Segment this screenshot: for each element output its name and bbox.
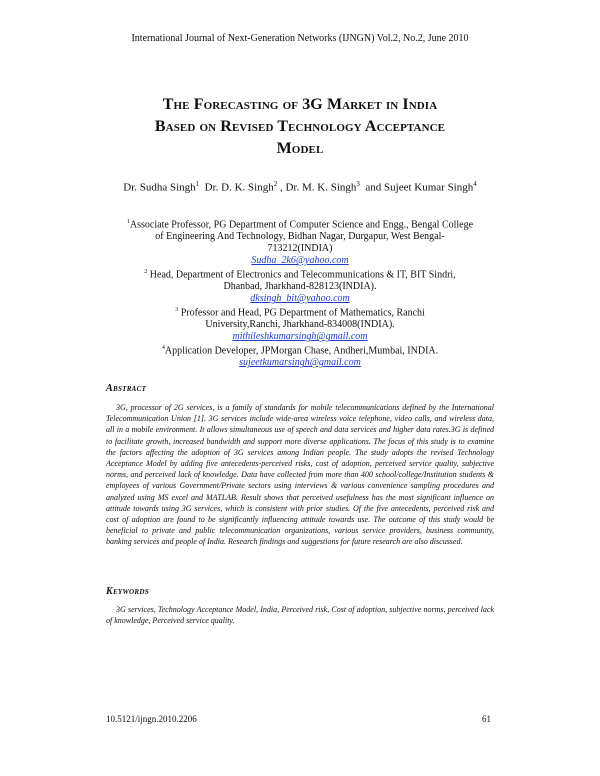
author-superscript: 1 — [195, 180, 200, 188]
email-link[interactable]: mithileshkumarsingh@gmail.com — [232, 331, 368, 343]
affiliation-3 — [150, 304, 450, 343]
author-superscript: 3 — [356, 180, 360, 188]
title-line-3: Model — [276, 140, 324, 157]
affiliation-line: $^3$ Professor and Head, PG Department of Mathematics, Ranchi — [175, 307, 425, 319]
affiliation-line: 713212(INDIA) — [267, 243, 333, 255]
affiliation-2 — [120, 266, 480, 305]
affiliation-line: of Engineering And Technology, Bidhan Nagar, Durgapur, West Bengal- — [155, 231, 445, 243]
doi-footer: 10.5121/ijngn.2010.2206 — [106, 714, 197, 724]
abstract-text: 3G, processor of 2G services, is a family of standards for mobile telecommunications defined by the International Telecommunication Union [1]. 3G services include wide-area wireless voice telephone, video calls, and wireless data, all in a mobile environment. It allows simultaneous use of speech and data services and higher data rates.3G is defined to facilitate growth, increased bandwidth and support more diverse applications. The focus of this study is to examine the factors affecting the adoption of 3G services among Indian people. The study adopts the revised Technology Acceptance Model by adding five antecedents-perceived risks, cost of adoption, perceived service quality, subjective norms, and perceived lack of knowledge. Data have collected from more than 400 school/college/Institution students & employees of various Government/Private sectors using interviews & various convenience sampling procedures and analyzed using MS excel and MATLAB. Result shows that perceived usefulness has the most significant influence on attitude towards using 3G services, which is consistent with prior studies. Of the five antecedents, perceived risk and cost of adoption are found to be significantly influencing attitude towards use. The outcome of this study would be beneficial to private and public telecommunication organizations, various service providers, business community, banking services and people of India. Research findings and suggestions for future research are also discussed. — [106, 403, 494, 547]
author-superscript: 4 — [473, 180, 477, 188]
affiliation-superscript: 2 — [144, 269, 148, 275]
affiliation-1 — [90, 216, 510, 267]
affiliation-superscript: 4 — [161, 345, 165, 351]
title-line-1: The Forecasting of 3G Market in India — [162, 96, 438, 113]
author-name: Dr. D. K. Singh — [204, 181, 274, 194]
email-link[interactable]: sujeetkumarsingh@gmail.com — [239, 357, 361, 369]
keywords-heading: Keywords — [106, 586, 149, 597]
author-name: Dr. Sudha Singh — [123, 181, 196, 194]
author-name: Dr. M. K. Singh — [285, 181, 357, 194]
keywords-text: 3G services, Technology Acceptance Model, India, Perceived risk, Cost of adoption, subjective norms, perceived lack of knowledge, Perceived service quality. — [106, 605, 494, 626]
page-number: 61 — [482, 714, 491, 724]
affiliation-line: University,Ranchi, Jharkhand-834008(INDIA). — [205, 319, 395, 331]
email-link[interactable]: Sudha_2k6@yahoo.com — [251, 255, 349, 267]
affiliation-line: $^2$ Head, Department of Electronics and Telecommunications & IT, BIT Sindri, — [144, 269, 456, 281]
author-name: and Sujeet Kumar Singh — [365, 181, 474, 194]
abstract-heading: Abstract — [106, 383, 147, 394]
author-superscript: 2 — [273, 180, 278, 188]
affiliation-line: $^1$Associate Professor, PG Department of Computer Science and Engg., Bengal College — [126, 219, 474, 231]
affiliation-superscript: 1 — [126, 219, 130, 225]
running-head: International Journal of Next-Generation Networks (IJNGN) Vol.2, No.2, June 2010 — [131, 33, 469, 44]
author-list: Dr. Sudha Singh$^1$ Dr. D. K. Singh$^2$ , Dr. M. K. Singh$^3$ and Sujeet Kumar Singh$^4$ — [123, 180, 477, 194]
paper-title — [80, 94, 520, 160]
affiliation-line: $^4$Application Developer, JPMorgan Chase, Andheri,Mumbai, INDIA. — [161, 345, 439, 357]
affiliation-line: Dhanbad, Jharkhand-828123(INDIA). — [223, 281, 377, 293]
affiliation-superscript: 3 — [175, 307, 179, 313]
title-line-2: Based on Revised Technology Acceptance — [154, 118, 446, 135]
affiliation-4 — [130, 342, 470, 369]
email-link[interactable]: dksingh_bit@yahoo.com — [250, 293, 350, 305]
